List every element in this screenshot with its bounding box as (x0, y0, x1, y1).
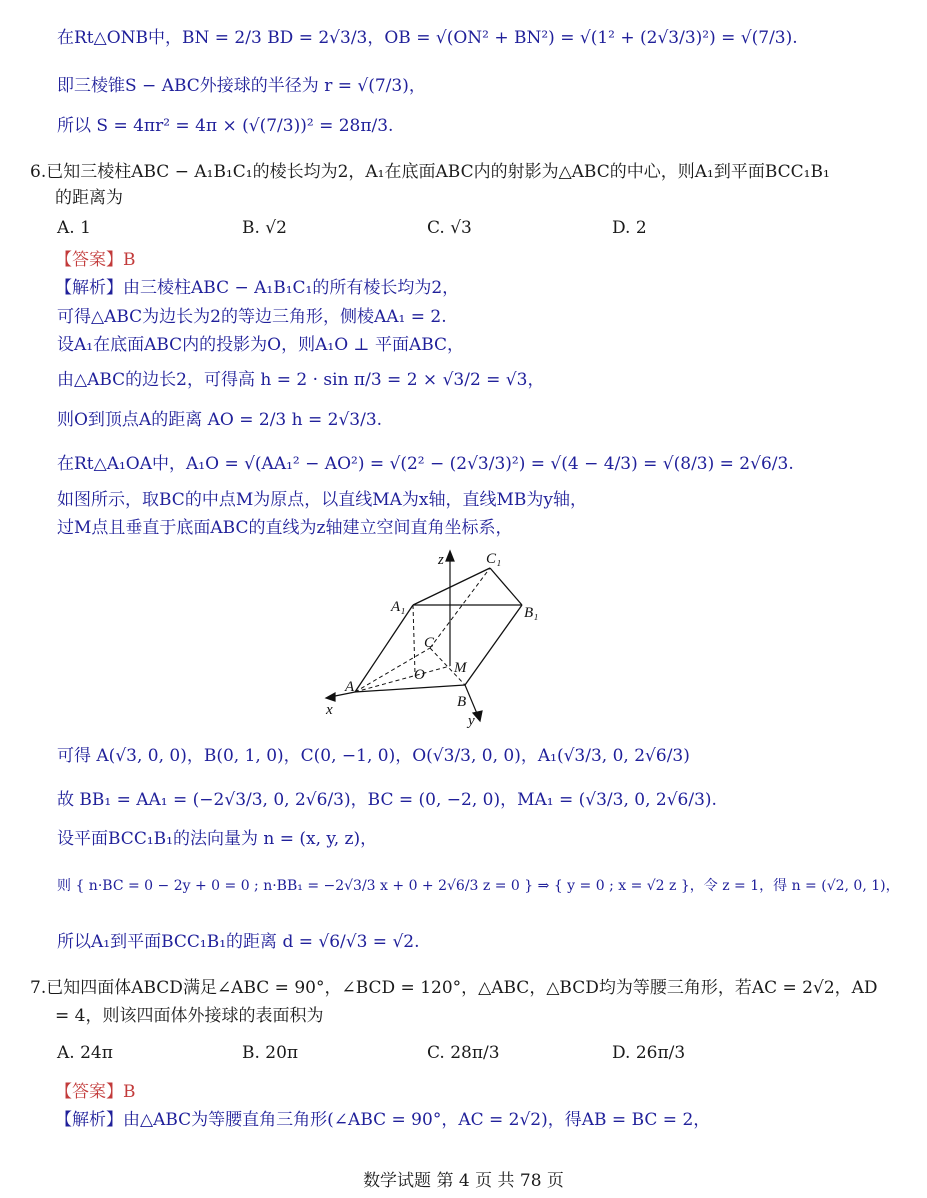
x-arrow (326, 693, 335, 701)
q6-solution-6: 在Rt△A₁OA中，A₁O = √(AA₁² − AO²) = √(2² − (2√3/3)²) = √(4 − 4/3) = √(8/3) = 2√6/3. (57, 454, 794, 474)
q6-solution-8: 过M点且垂直于底面ABC的直线为z轴建立空间直角坐标系， (57, 518, 513, 538)
label-z: z (438, 552, 444, 568)
q6-stem-line2: 的距离为 (55, 188, 123, 208)
q6-solution-10: 故 BB₁ = AA₁ = (−2√3/3, 0, 2√6/3)，BC = (0, −2, 0)，MA₁ = (√3/3, 0, 2√6/3). (57, 790, 717, 810)
q6-solution-5: 则O到顶点A的距离 AO = 2/3 h = 2√3/3. (57, 410, 383, 430)
line-3: 所以 S = 4πr² = 4π × (√(7/3))² = 28π/3. (57, 116, 394, 136)
y-axis (465, 685, 478, 716)
q6-solution-3: 设A₁在底面ABC内的投影为O，则A₁O ⊥ 平面ABC， (57, 335, 465, 355)
q7-answer-tag: 【答案】B (55, 1082, 136, 1102)
edge-ab (355, 685, 465, 692)
label-y: y (468, 713, 475, 728)
q7-option-c: C. 28π/3 (427, 1043, 500, 1063)
q6-option-c: C. √3 (427, 218, 472, 238)
q6-solution-12: 则 { n·BC = 0 − 2y + 0 = 0 ; n·BB₁ = −2√3/3 x + 0 + 2√6/3 z = 0 } ⇒ { y = 0 ; x = √2 z }，令 z = 1，得 n = (√2, 0, 1)， (57, 878, 900, 894)
prism-figure (320, 548, 560, 728)
edge-a1c1 (413, 568, 490, 605)
q7-option-a: A. 24π (57, 1043, 113, 1063)
label-x: x (326, 702, 333, 718)
label-c1: C₁ (486, 551, 502, 567)
q6-solution-1: 【解析】由三棱柱ABC − A₁B₁C₁的所有棱长均为2， (55, 278, 460, 298)
label-o: O (414, 667, 425, 683)
edge-a1o-hidden (413, 605, 415, 674)
q7-option-d: D. 26π/3 (612, 1043, 686, 1063)
label-a1: A₁ (391, 599, 406, 615)
q7-stem-line2: = 4，则该四面体外接球的表面积为 (55, 1006, 324, 1026)
q6-option-d: D. 2 (612, 218, 647, 238)
edge-bb1 (465, 605, 522, 685)
q6-option-a: A. 1 (57, 218, 91, 238)
q7-solution-1: 【解析】由△ABC为等腰直角三角形(∠ABC = 90°，AC = 2√2)，得AB = BC = 2， (55, 1110, 711, 1130)
z-arrow (446, 551, 454, 561)
q6-option-b: B. √2 (242, 218, 287, 238)
q7-stem-line1: 7.已知四面体ABCD满足∠ABC = 90°，∠BCD = 120°，△ABC，△BCD均为等腰三角形，若AC = 2√2，AD (30, 978, 878, 998)
edge-c1b1 (490, 568, 522, 605)
q6-solution-13: 所以A₁到平面BCC₁B₁的距离 d = √6/√3 = √2. (57, 932, 420, 952)
q6-solution-4: 由△ABC的边长2，可得高 h = 2 · sin π/3 = 2 × √3/2 = √3， (57, 370, 545, 390)
q6-solution-7: 如图所示，取BC的中点M为原点，以直线MA为x轴，直线MB为y轴， (57, 490, 587, 510)
label-c: C (424, 635, 435, 651)
q6-answer-tag: 【答案】B (55, 250, 136, 270)
line-2: 即三棱锥S − ABC外接球的半径为 r = √(7/3)， (57, 76, 426, 96)
q7-option-b: B. 20π (242, 1043, 299, 1063)
label-b1: B₁ (524, 605, 539, 621)
q6-solution-11: 设平面BCC₁B₁的法向量为 n = (x, y, z)， (57, 829, 378, 849)
line-1: 在Rt△ONB中，BN = 2/3 BD = 2√3/3，OB = √(ON² + BN²) = √(1² + (2√3/3)²) = √(7/3). (57, 28, 798, 48)
q6-solution-9: 可得 A(√3, 0, 0)，B(0, 1, 0)，C(0, −1, 0)，O(√3/3, 0, 0)，A₁(√3/3, 0, 2√6/3) (57, 746, 690, 766)
page-footer: 数学试题 第 4 页 共 78 页 (363, 1171, 564, 1191)
label-a: A (345, 679, 355, 695)
label-b: B (457, 694, 467, 710)
edge-cc1-hidden (430, 568, 490, 648)
q6-stem-line1: 6.已知三棱柱ABC − A₁B₁C₁的棱长均为2，A₁在底面ABC内的射影为△ABC的中心，则A₁到平面BCC₁B₁ (30, 162, 830, 182)
q6-solution-2: 可得△ABC为边长为2的等边三角形，侧棱AA₁ = 2. (57, 307, 447, 327)
label-m: M (454, 660, 467, 676)
